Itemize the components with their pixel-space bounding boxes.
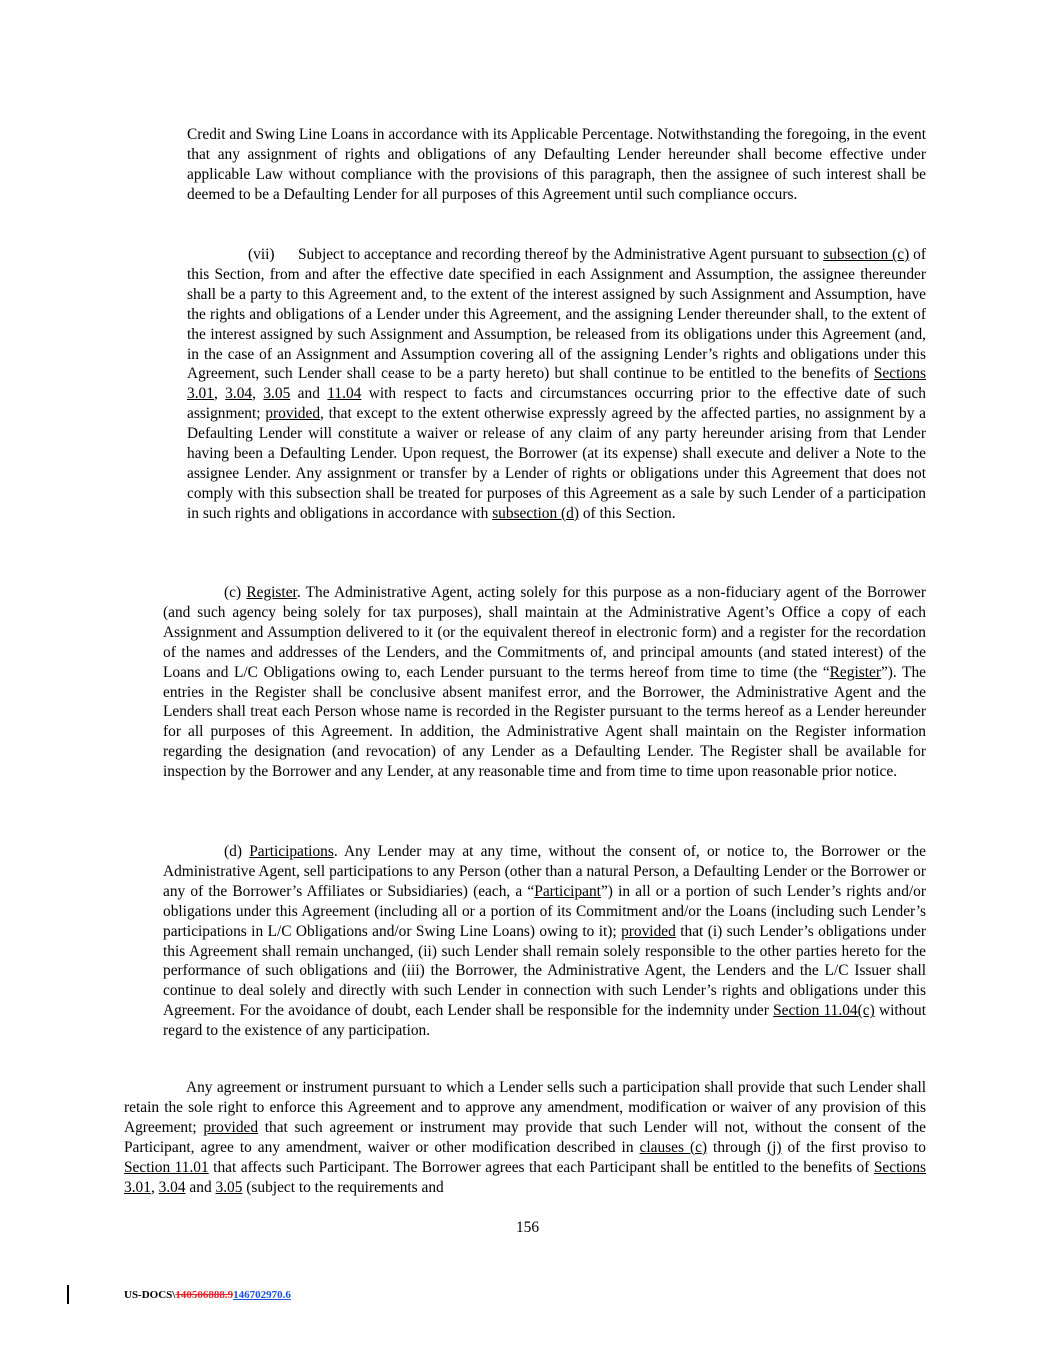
proviso-term: provided xyxy=(203,1118,259,1136)
paragraph-register xyxy=(163,583,926,782)
text-run: through xyxy=(707,1138,767,1156)
defined-term: Participant xyxy=(534,882,601,900)
deleted-doc-number: 140506888.9 xyxy=(175,1289,234,1301)
paragraph-participation-agreement xyxy=(124,1078,926,1197)
text-run: that affects such Participant. The Borrower agrees that each Participant shall be entitled to the benefits of xyxy=(208,1158,874,1176)
text-run: Subject to acceptance and recording thereof by the Administrative Agent pursuant to xyxy=(298,246,824,263)
inserted-doc-number: 146702970.6 xyxy=(233,1289,291,1301)
text-run: . Any Lender may at any time, without the consent of, or notice to, the Borrower or the Administrative Agent, sell participations to any Person (other than a natural Person, a Defaulting Lender or the Borrower or any of the Borrower’s Affiliates or Subsidiaries) (each, a “ xyxy=(163,843,927,900)
text-run: , xyxy=(150,1178,159,1196)
cross-reference: clauses (c) xyxy=(639,1138,708,1156)
paragraph-participations xyxy=(163,842,926,1041)
defined-term: Register xyxy=(829,663,881,681)
cross-reference: 3.05 xyxy=(215,1178,243,1196)
page-number: 156 xyxy=(515,1219,540,1236)
document-id-footer xyxy=(124,1289,291,1301)
text-run: (subject to the requirements and xyxy=(242,1178,444,1196)
proviso-term: provided xyxy=(265,405,321,423)
text-run: , xyxy=(213,385,226,403)
text-run: with respect to facts and circumstances occurring prior to the effective date of such assignment; xyxy=(187,385,926,423)
clause-number: (d) xyxy=(224,843,250,860)
paragraph-text: Credit and Swing Line Loans in accordance with its Applicable Percentage. Notwithstanding the foregoing, in the event that any assignment of rights and obligations of any Defaulting Lender hereunder shall become effective under applicable Law without compliance with the provisions of this paragraph, then the assignee of such interest shall be deemed to be a Defaulting Lender for all purposes of this Agreement until such compliance occurs. xyxy=(187,126,926,203)
cross-reference: 11.04 xyxy=(327,385,362,403)
text-run: that such agreement or instrument may provide that such Lender will not, without the consent of the Participant, agree to any amendment, waiver or other modification described in xyxy=(124,1118,927,1156)
doc-id-prefix: US-DOCS\ xyxy=(124,1289,176,1301)
cross-reference: subsection (c) xyxy=(823,246,910,263)
text-run: Any agreement or instrument pursuant to which a Lender sells such a participation shall provide that such Lender shall retain the sole right to enforce this Agreement and to approve any amendment, modification or waiver of any provision of this Agreement; xyxy=(124,1079,926,1136)
clause-number: (c) xyxy=(224,584,247,601)
cross-reference: Sections 3.01 xyxy=(187,365,926,403)
cross-reference: subsection (d) xyxy=(492,504,579,522)
cross-reference: Section 11.04(c) xyxy=(773,1002,875,1020)
text-run: of this Section, from and after the effective date specified in each Assignment and Assumption, the assignee thereunder shall be a party to this Agreement and, to the extent of the interest assigned by such Assignment and Assumption, have the rights and obligations of a Lender under this Agreement, and the assigning Lender thereunder shall, to the extent of the interest assigned by such Assignment and Assumption, be released from its obligations under this Agreement (and, in the case of an Assignment and Assumption covering all of the assigning Lender’s rights and obligations under this Agreement, such Lender shall cease to be a party hereto) but shall continue to be entitled to the benefits of xyxy=(187,246,927,383)
text-run: ”). The entries in the Register shall be conclusive absent manifest error, and the Borrower, the Administrative Agent and the Lenders shall treat each Person whose name is recorded in the Register pursuant to the terms hereof as a Lender hereunder for all purposes of this Agreement. In addition, the Administrative Agent shall maintain on the Register information regarding the designation (and revocation) of any Lender as a Defaulting Lender. The Register shall be available for inspection by the Borrower and any Lender, at any reasonable time and from time to time upon reasonable prior notice. xyxy=(163,663,926,781)
cross-reference: Section 11.01 xyxy=(124,1158,209,1176)
cross-reference: 3.05 xyxy=(263,385,291,403)
paragraph-vii xyxy=(187,245,926,524)
clause-number: (vii) xyxy=(248,246,275,263)
text-run: . The Administrative Agent, acting solely for this purpose as a non-fiduciary agent of the Borrower (and such agency being solely for tax purposes), shall maintain at the Administrative Agent’s Office a copy of each Assignment and Assumption delivered to it (or the equivalent thereof in electronic form) and a register for the recordation of the names and addresses of the Lenders, and the Commitments of, and principal amounts (and stated interest) of the Loans and L/C Obligations owing to, each Lender pursuant to the terms hereof from time to time (the “ xyxy=(163,584,927,681)
section-heading: Register xyxy=(246,584,297,601)
text-run: of the first proviso to xyxy=(781,1138,927,1156)
cross-reference: Sections 3.01 xyxy=(124,1158,926,1196)
text-run: ”) in all or a portion of such Lender’s rights and/or obligations under this Agreement (including all or a portion of its Commitment and/or the Loans (including such Lender’s participations in L/C Obligations and/or Swing Line Loans) owing to it); xyxy=(163,882,926,940)
text-run: , that except to the extent otherwise expressly agreed by the affected parties, no assignment by a Defaulting Lender will constitute a waiver or release of any claim of any party hereunder arising from that Lender having been a Defaulting Lender. Upon request, the Borrower (at its expense) shall execute and deliver a Note to the assignee Lender. Any assignment or transfer by a Lender of rights or obligations under this Agreement that does not comply with this subsection shall be treated for purposes of this Agreement as a sale by such Lender of a participation in such rights and obligations in accordance with xyxy=(187,405,927,522)
proviso-term: provided xyxy=(621,922,676,940)
cross-reference: (j) xyxy=(766,1138,782,1156)
text-run: of this Section. xyxy=(578,504,676,522)
text-run: without regard to the existence of any participation. xyxy=(163,1002,926,1040)
text-run: and xyxy=(290,385,328,403)
text-run: and xyxy=(185,1178,216,1196)
cross-reference: 3.04 xyxy=(225,385,253,403)
change-bar xyxy=(67,1285,69,1304)
text-run: that (i) such Lender’s obligations under this Agreement shall remain unchanged, (ii) such Lender shall remain solely responsible to the other parties hereto for the performance of such obligations and (iii) the Borrower, the Administrative Agent, the Lenders and the L/C Issuer shall continue to deal solely and directly with such Lender in connection with such Lender’s rights and obligations under this Agreement. For the avoidance of doubt, each Lender shall be responsible for the indemnity under xyxy=(163,922,926,1020)
paragraph-continuation xyxy=(187,125,926,205)
cross-reference: 3.04 xyxy=(158,1178,186,1196)
text-run: , xyxy=(252,385,264,403)
section-heading: Participations xyxy=(249,843,334,860)
